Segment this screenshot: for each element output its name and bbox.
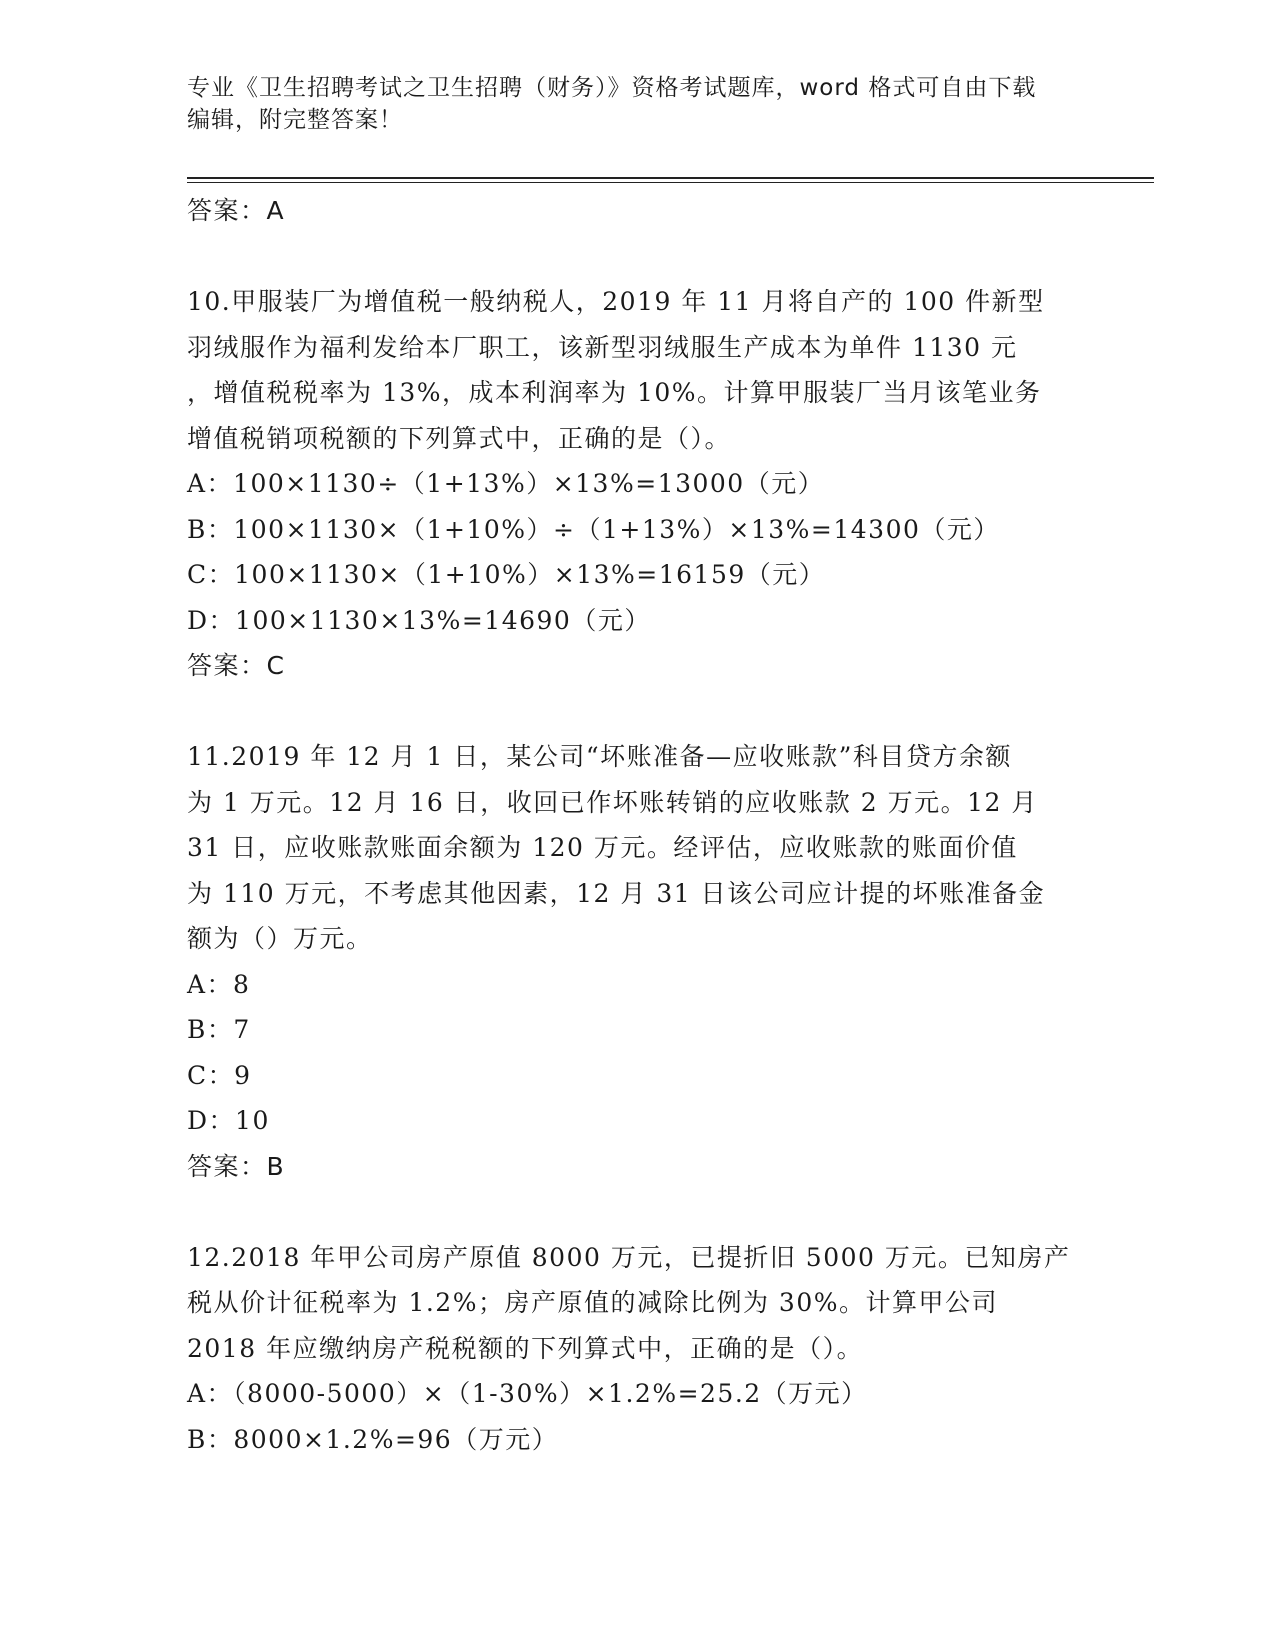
document-body — [187, 188, 1087, 1462]
option-b: B：8000×1.2%=96（万元） — [187, 1424, 559, 1454]
spacer — [187, 234, 1087, 280]
document-header — [187, 72, 1067, 136]
answer: 答案：C — [187, 651, 286, 680]
option-c: C：9 — [187, 1060, 252, 1090]
question-text-line: 11.2019 年 12 月 1 日，某公司“坏账准备—应收账款”科目贷方余额 — [187, 742, 1012, 771]
answer: 答案：B — [187, 1151, 286, 1181]
question-text-line: 羽绒服作为福利发给本厂职工，该新型羽绒服生产成本为单件 1130 元 — [187, 332, 1018, 362]
question-10 — [187, 279, 1087, 689]
question-text-line: 为 110 万元，不考虑其他因素，12 月 31 日该公司应计提的坏账准备金 — [187, 878, 1046, 908]
option-d: D：10 — [187, 1106, 270, 1135]
header-rule-thin — [187, 182, 1154, 183]
option-c: C：100×1130×（1+10%）×13%=16159（元） — [187, 560, 826, 589]
spacer — [187, 689, 1087, 735]
option-b: B：100×1130×（1+10%）÷（1+13%）×13%=14300（元） — [187, 514, 1000, 544]
question-text-line: 增值税销项税额的下列算式中，正确的是（）。 — [187, 423, 732, 453]
option-a: A：100×1130÷（1+13%）×13%=13000（元） — [187, 469, 825, 498]
question-text-line: 税从价计征税率为 1.2%；房产原值的减除比例为 30%。计算甲公司 — [187, 1288, 998, 1317]
option-a: A：8 — [187, 969, 251, 999]
option-a: A：（8000-5000）×（1-30%）×1.2%=25.2（万元） — [187, 1379, 868, 1408]
option-d: D：100×1130×13%=14690（元） — [187, 605, 651, 635]
question-text-line: ，增值税税率为 13%，成本利润率为 10%。计算甲服装厂当月该笔业务 — [187, 378, 1042, 407]
question-text-line: 31 日，应收账款账面余额为 120 万元。经评估，应收账款的账面价值 — [187, 833, 1018, 862]
question-text-line: 2018 年应缴纳房产税税额的下列算式中，正确的是（）。 — [187, 1333, 864, 1363]
question-text-line: 12.2018 年甲公司房产原值 8000 万元，已提折旧 5000 万元。已知房产 — [187, 1242, 1071, 1272]
question-text-line: 为 1 万元。12 月 16 日，收回已作坏账转销的应收账款 2 万元。12 月 — [187, 787, 1038, 817]
option-b: B：7 — [187, 1015, 251, 1044]
header-rule-thick — [187, 177, 1154, 179]
question-12 — [187, 1235, 1087, 1463]
spacer — [187, 1189, 1087, 1235]
answer-prev: 答案：A — [187, 196, 286, 225]
question-11 — [187, 734, 1087, 1189]
question-text-line: 额为（）万元。 — [187, 924, 373, 953]
header-line-2: 编辑，附完整答案！ — [187, 107, 403, 133]
question-text-line: 10.甲服装厂为增值税一般纳税人，2019 年 11 月将自产的 100 件新型 — [187, 287, 1045, 316]
header-line-1: 专业《卫生招聘考试之卫生招聘（财务）》资格考试题库，word 格式可自由下载 — [187, 75, 1037, 101]
